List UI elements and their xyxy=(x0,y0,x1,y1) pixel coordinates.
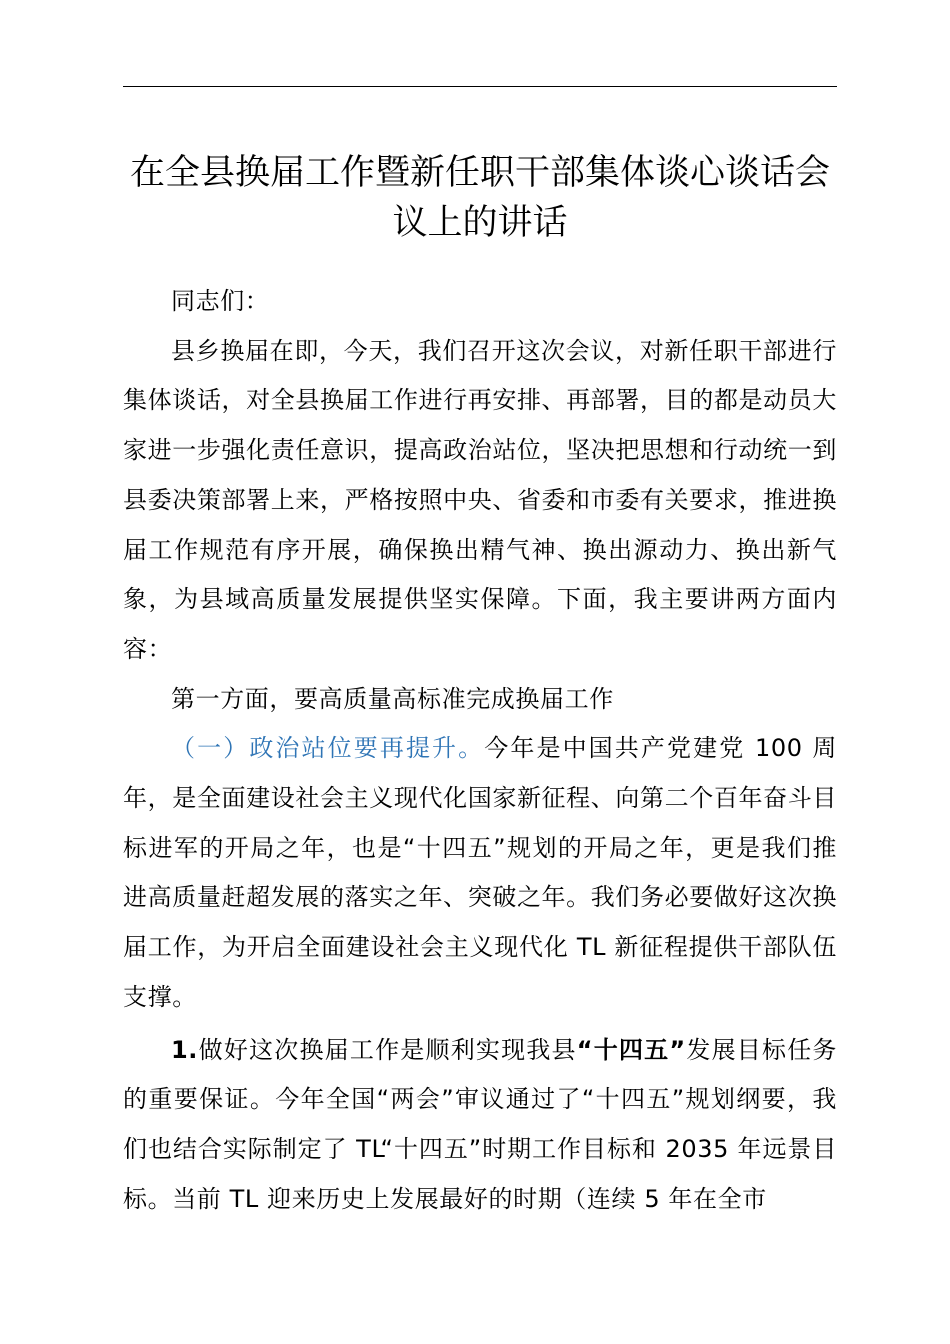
title-line-2: 议上的讲话 xyxy=(392,203,568,243)
salutation: 同志们： xyxy=(171,287,270,315)
document-body xyxy=(123,277,837,1224)
intro-paragraph: 县乡换届在即，今天，我们召开这次会议，对新任职干部进行集体谈话，对全县换届工作进行再安排、再部署，目的都是动员大家进一步强化责任意识，提高政治站位，坚决把思想和行动统一到县委决策部署上来，严格按照中央、省委和市委有关要求，推进换届工作规范有序开展，确保换出精气神、换出源动力、换出新气象，为县域高质量发展提供坚实保障。下面，我主要讲两方面内容： xyxy=(123,336,837,663)
item-1-text: 今年全国“两会”审议通过了“十四五”规划纲要，我们也结合实际制定了 TL“十四五”时期工作目标和 2035 年远景目标。当前 TL 迎来历史上发展最好的时期（连续 5 年在全市 xyxy=(123,1085,837,1213)
section-1-heading: 第一方面，要高质量高标准完成换届工作 xyxy=(171,684,614,713)
subsection-1-heading: （一）政治站位要再提升。 xyxy=(171,734,485,763)
item-1-number: 1. xyxy=(171,1035,199,1064)
item-1-lead-rest: 发展目标任务的重要保证。 xyxy=(123,1035,837,1114)
title-line-1: 在全县换届工作暨新任职干部集体谈心谈话会 xyxy=(129,153,830,193)
item-1-quote: “十四五” xyxy=(576,1035,686,1064)
document-title xyxy=(110,148,850,248)
header-rule xyxy=(123,86,837,87)
subsection-1-paragraph xyxy=(123,724,837,1022)
item-1-paragraph xyxy=(123,1026,837,1225)
subsection-1-text: 今年是中国共产党建党 100 周年，是全面建设社会主义现代化国家新征程、向第二个百年奋斗目标进军的开局之年，也是“十四五”规划的开局之年，更是我们推进高质量赶超发展的落实之年、突破之年。我们务必要做好这次换届工作，为开启全面建设社会主义现代化 TL 新征程提供干部队伍支撑。 xyxy=(123,734,837,1011)
item-1-lead: 做好这次换届工作是顺利实现我县 xyxy=(198,1035,577,1064)
